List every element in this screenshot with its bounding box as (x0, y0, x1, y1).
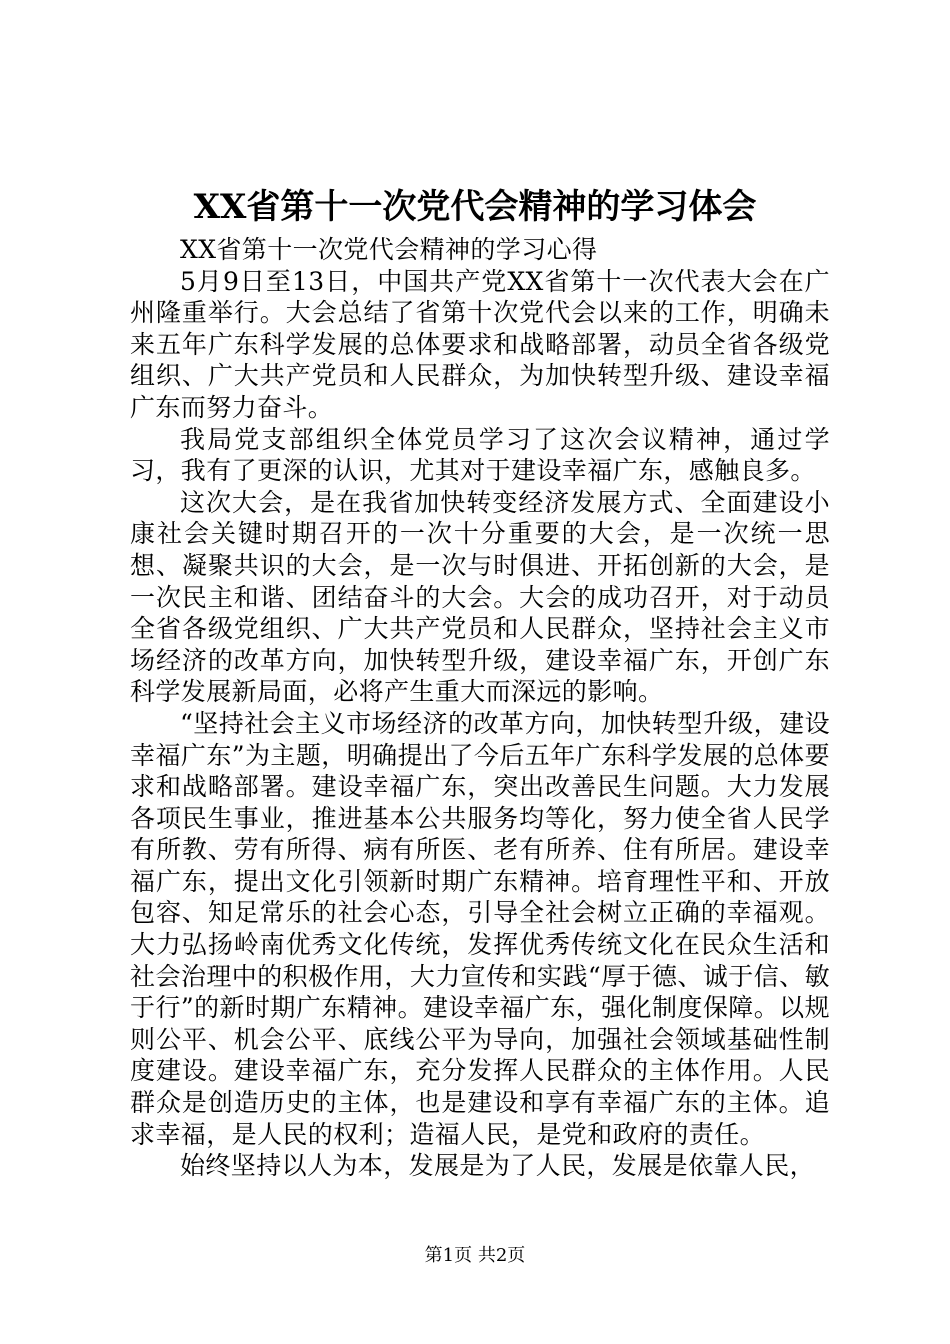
body-paragraph: 始终坚持以人为本，发展是为了人民，发展是依靠人民， (180, 1151, 816, 1181)
subtitle-paragraph: XX省第十一次党代会精神的学习心得 (180, 235, 598, 264)
body-paragraph: “坚持社会主义市场经济的改革方向，加快转型升级，建设幸福广东”为主题，明确提出了今后五年广东科学发展的总体要求和战略部署。建设幸福广东，突出改善民生问题。大力发展各项民生事业，推进基本公共服务均等化，努力使全省人民学有所教、劳有所得、病有所医、老有所养、住有所居。建设幸福广东，提出文化引领新时期广东精神。培育理性平和、开放包容、知足常乐的社会心态，引导全社会树立正确的幸福观。大力弘扬岭南优秀文化传统，发挥优秀传统文化在民众生活和社会治理中的积极作用，大力宣传和实践“厚于德、诚于信、敏于行”的新时期广东精神。建设幸福广东，强化制度保障。以规则公平、机会公平、底线公平为导向，加强社会领域基础性制度建设。建设幸福广东，充分发挥人民群众的主体作用。人民群众是创造历史的主体，也是建设和享有幸福广东的主体。追求幸福，是人民的权利；造福人民，是党和政府的责任。 (130, 708, 830, 1149)
body-paragraph: 5月9日至13日，中国共产党XX省第十一次代表大会在广州隆重举行。大会总结了省第十次党代会以来的工作，明确未来五年广东科学发展的总体要求和战略部署，动员全省各级党组织、广大共产党员和人民群众，为加快转型升级、建设幸福广东而努力奋斗。 (130, 266, 830, 422)
page-number: 第1页 共2页 (424, 1245, 526, 1266)
body-paragraph: 这次大会，是在我省加快转变经济发展方式、全面建设小康社会关键时期召开的一次十分重要的大会，是一次统一思想、凝聚共识的大会，是一次与时俱进、开拓创新的大会，是一次民主和谐、团结奋斗的大会。大会的成功召开，对于动员全省各级党组织、广大共产党员和人民群众，坚持社会主义市场经济的改革方向，加快转型升级，建设幸福广东，开创广东科学发展新局面，必将产生重大而深远的影响。 (130, 487, 830, 707)
page-footer (0, 1244, 950, 1268)
document-title: XX省第十一次党代会精神的学习体会 (193, 187, 757, 227)
document-body (130, 234, 830, 1182)
body-paragraph: 我局党支部组织全体党员学习了这次会议精神，通过学习，我有了更深的认识，尤其对于建设幸福广东，感触良多。 (130, 424, 830, 486)
